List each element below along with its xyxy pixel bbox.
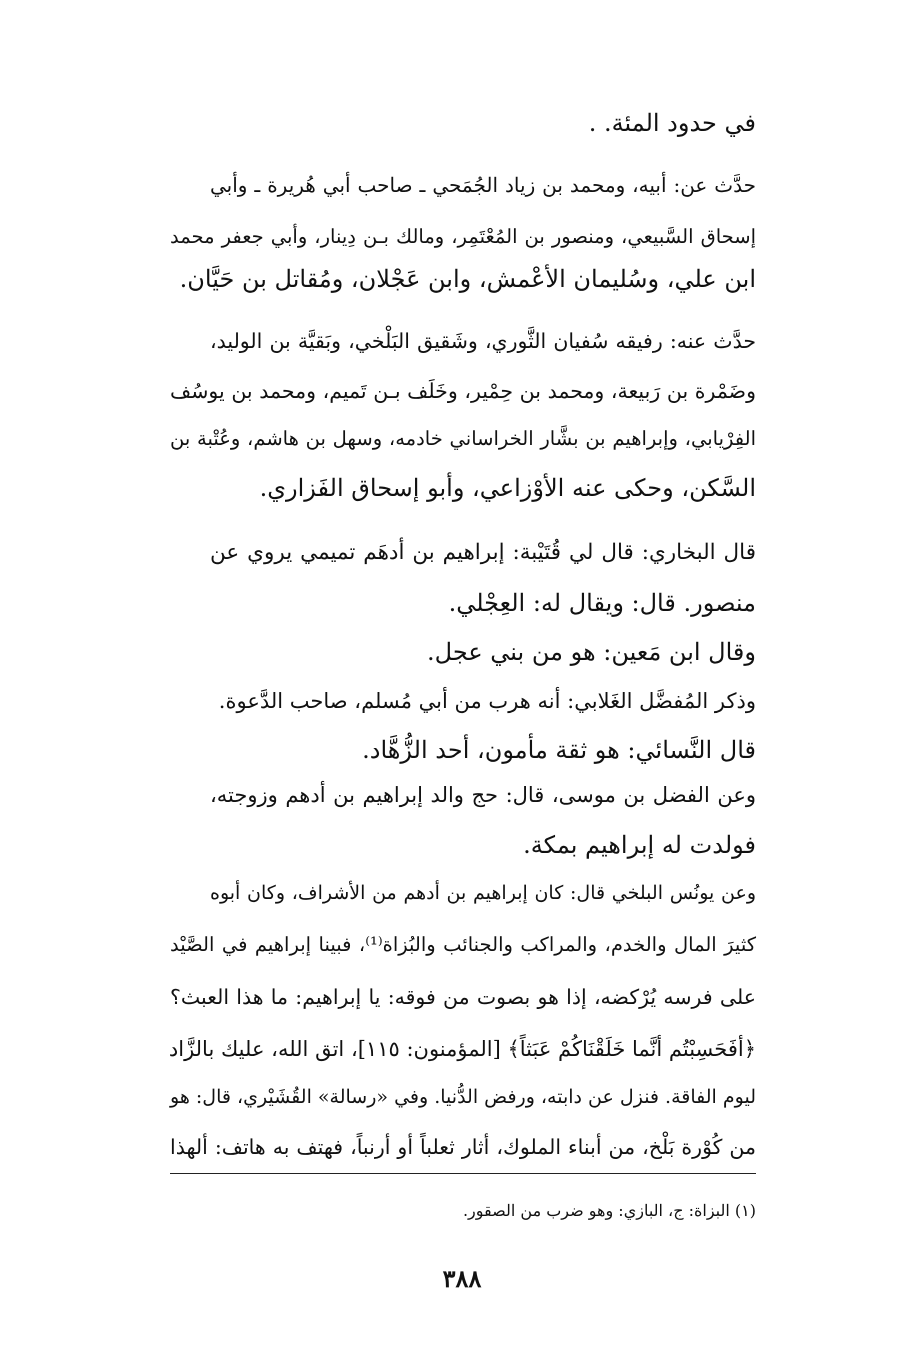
text-line-20: ليوم الفاقة. فنزل عن دابته، ورفض الدُّنيا. وفي «رسالة» القُشَيْري، قال: هو: [170, 1086, 756, 1108]
text-line-3: إسحاق السَّبيعي، ومنصور بن المُعْتَمِر، ومالك بـن دِينار، وأبي جعفر محمد: [170, 225, 756, 248]
text-line-7: الفِرْيابي، وإبراهيم بن بشَّار الخراساني خادمه، وسهل بن هاشم، وعُتْبة بن: [170, 427, 756, 450]
text-line-13: قال النَّسائي: هو ثقة مأمون، أحد الزُّهَّاد.: [362, 736, 756, 764]
text-line-16: وعن يونُس البلخي قال: كان إبراهيم بن أدهم من الأشراف، وكان أبوه: [210, 882, 756, 904]
text-line-9: قال البخاري: قال لي قُتَيْبة: إبراهيم بن أدهَم تميمي يروي عن: [210, 540, 756, 565]
text-line-2: حدَّث عن: أبيه، ومحمد بن زياد الجُمَحي ـ صاحب أبي هُريرة ـ وأبي: [210, 173, 756, 197]
text-line-18: على فرسه يُرْكضه، إذا هو بصوت من فوقه: يا إبراهيم: ما هذا العبث؟: [170, 985, 756, 1009]
text-line-15: فولدت له إبراهيم بمكة.: [523, 831, 756, 859]
text-line-5: حدَّث عنه: رفيقه سُفيان الثَّوري، وشَقيق البَلْخي، وبَقيَّة بن الوليد،: [210, 329, 756, 353]
text-line-10: منصور. قال: ويقال له: العِجْلي.: [448, 589, 756, 617]
text-line-19: ﴿أفَحَسِبْتُم أنَّما خَلَقْنَاكُمْ عَبَثاً﴾ [المؤمنون: ١١٥]، اتق الله، عليك بالزَّاد: [168, 1037, 756, 1061]
text-line-17: كثيرَ المال والخدم، والمراكب والجنائب والبُزاة⁽¹⁾، فبينا إبراهيم في الصَّيْد: [170, 933, 756, 956]
page-number: ٣٨٨: [442, 1264, 482, 1293]
footnote-separator: [170, 1173, 756, 1174]
footnote: (١) البزاة: ج، البازي: وهو ضرب من الصقور.: [462, 1201, 756, 1220]
text-line-1: في حدود المئة. .: [588, 109, 756, 137]
text-line-21: من كُوْرة بَلْخ، من أبناء الملوك، أثار ثعلباً أو أرنباً، فهتف به هاتف: ألهذا: [170, 1135, 756, 1159]
text-line-14: وعن الفضل بن موسى، قال: حج والد إبراهيم بن أدهم وزوجته،: [210, 783, 756, 807]
text-line-8: السَّكن، وحكى عنه الأوْزاعي، وأبو إسحاق الفَزاري.: [259, 474, 756, 502]
text-line-6: وضَمْرة بن رَبيعة، ومحمد بن حِمْير، وخَلَف بـن تَميم، ومحمد بن يوسُف: [170, 379, 756, 403]
text-line-12: وذكر المُفضَّل الغَلابي: أنه هرب من أبي مُسلم، صاحب الدَّعوة.: [218, 689, 756, 713]
text-line-11: وقال ابن مَعين: هو من بني عجل.: [427, 638, 756, 666]
text-line-4: ابن علي، وسُليمان الأعْمش، وابن عَجْلان، ومُقاتل بن حَيَّان.: [179, 265, 756, 293]
